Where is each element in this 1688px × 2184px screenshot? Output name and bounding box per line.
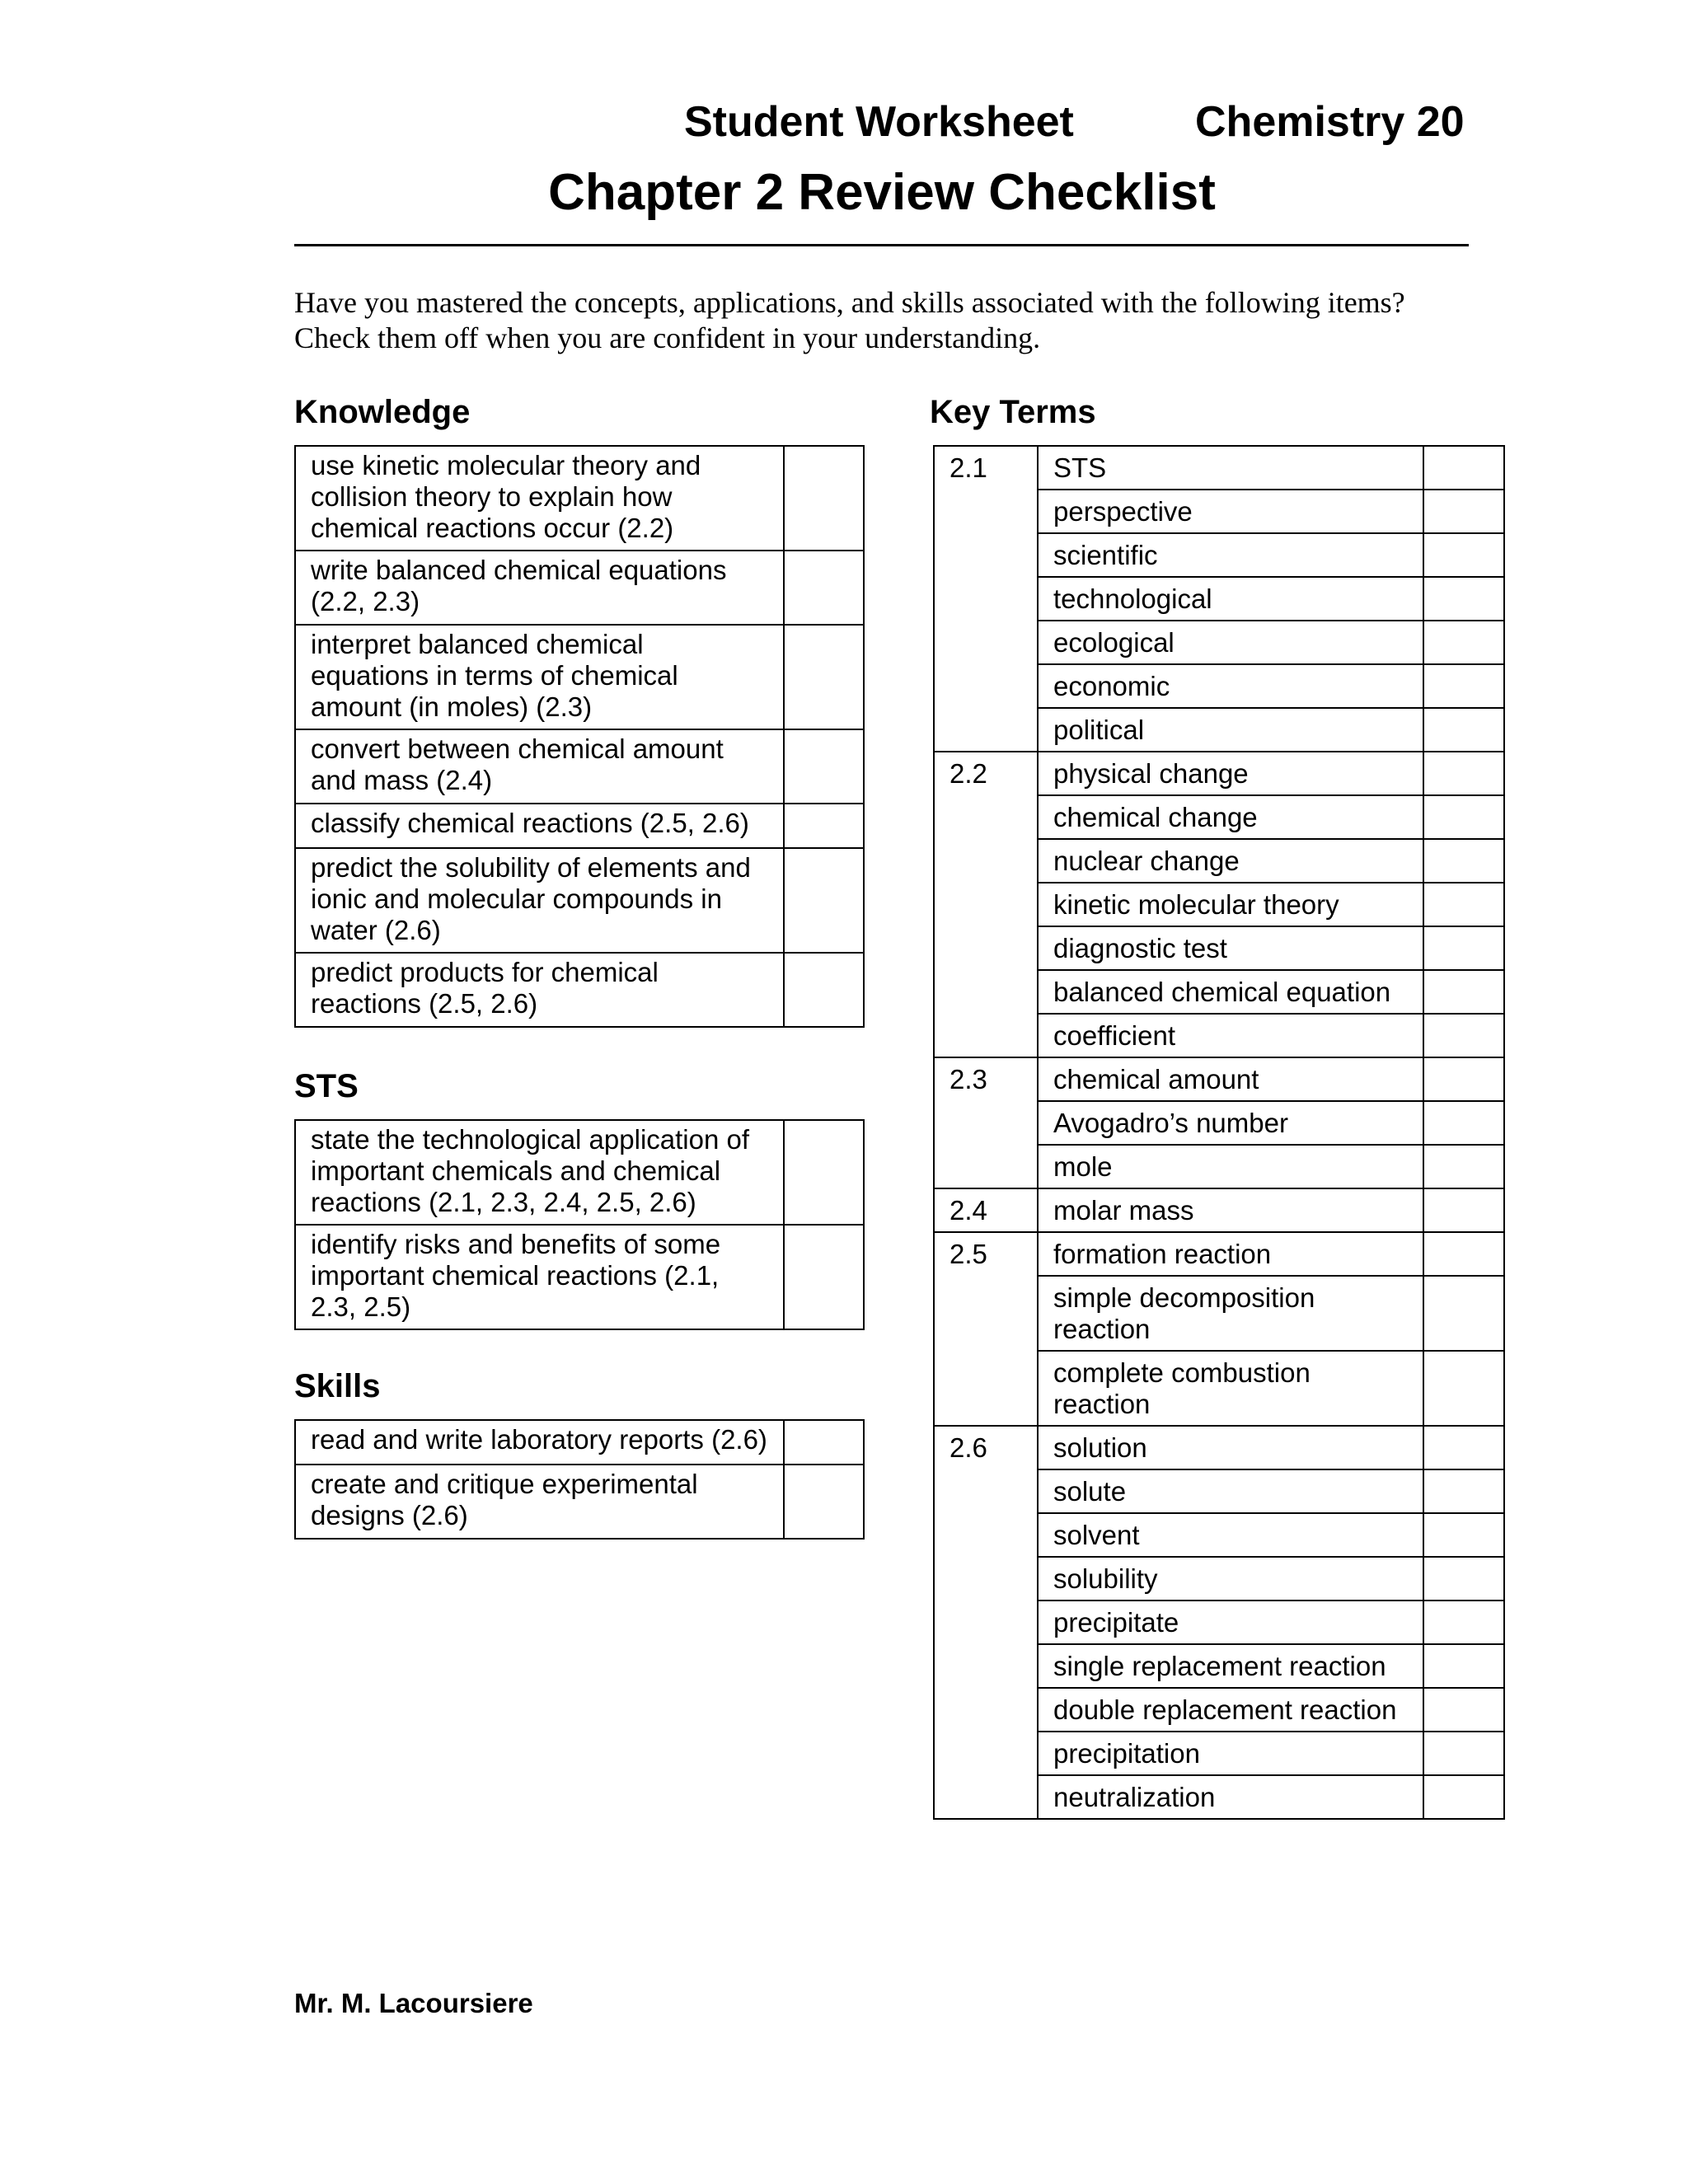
- key-term-row: [934, 1188, 1504, 1232]
- knowledge-heading: Knowledge: [294, 394, 471, 430]
- sts-row: [295, 1225, 864, 1329]
- key-term: single replacement reaction: [1038, 1644, 1423, 1688]
- key-term: nuclear change: [1038, 839, 1423, 883]
- check-box[interactable]: [1423, 577, 1504, 621]
- key-term: solubility: [1038, 1557, 1423, 1601]
- check-box[interactable]: [1423, 926, 1504, 970]
- check-box[interactable]: [784, 729, 864, 804]
- knowledge-item-text: convert between chemical amount and mass (2.4): [295, 729, 784, 804]
- knowledge-row: [295, 551, 864, 625]
- key-terms-table: [933, 445, 1505, 1820]
- check-box[interactable]: [1423, 446, 1504, 490]
- check-box[interactable]: [784, 953, 864, 1027]
- check-box[interactable]: [1423, 1688, 1504, 1732]
- key-term: double replacement reaction: [1038, 1688, 1423, 1732]
- check-box[interactable]: [784, 1465, 864, 1539]
- title-divider: [294, 244, 1469, 246]
- skills-row: [295, 1420, 864, 1465]
- section-number: 2.2: [934, 752, 1038, 1057]
- skills-item-text: read and write laboratory reports (2.6): [295, 1420, 784, 1465]
- check-box[interactable]: [1423, 1232, 1504, 1276]
- check-box[interactable]: [784, 848, 864, 953]
- key-term: simple decomposition reaction: [1038, 1276, 1423, 1351]
- key-term: molar mass: [1038, 1188, 1423, 1232]
- key-term: solution: [1038, 1426, 1423, 1469]
- knowledge-row: [295, 625, 864, 729]
- key-terms-heading: Key Terms: [930, 394, 1096, 430]
- key-term: neutralization: [1038, 1775, 1423, 1819]
- check-box[interactable]: [784, 1225, 864, 1329]
- knowledge-item-text: interpret balanced chemical equations in terms of chemical amount (in moles) (2.3): [295, 625, 784, 729]
- knowledge-row: [295, 848, 864, 953]
- worksheet-label: Student Worksheet: [684, 98, 1074, 146]
- check-box[interactable]: [1423, 1351, 1504, 1426]
- key-term-row: [934, 1057, 1504, 1101]
- knowledge-item-text: predict the solubility of elements and ionic and molecular compounds in water (2.6): [295, 848, 784, 953]
- key-term-row: [934, 752, 1504, 795]
- intro-text: [294, 285, 1531, 356]
- skills-row: [295, 1465, 864, 1539]
- key-term: perspective: [1038, 490, 1423, 533]
- key-term: solvent: [1038, 1513, 1423, 1557]
- check-box[interactable]: [1423, 1732, 1504, 1775]
- key-term: Avogadro’s number: [1038, 1101, 1423, 1145]
- section-number: 2.3: [934, 1057, 1038, 1188]
- check-box[interactable]: [1423, 795, 1504, 839]
- check-box[interactable]: [1423, 883, 1504, 926]
- check-box[interactable]: [1423, 1057, 1504, 1101]
- check-box[interactable]: [784, 1120, 864, 1225]
- skills-item-text: create and critique experimental designs (2.6): [295, 1465, 784, 1539]
- check-box[interactable]: [1423, 1601, 1504, 1644]
- check-box[interactable]: [1423, 1145, 1504, 1188]
- knowledge-item-text: predict products for chemical reactions (2.5, 2.6): [295, 953, 784, 1027]
- intro-line-2: Check them off when you are confident in your understanding.: [294, 321, 1041, 354]
- check-box[interactable]: [1423, 1644, 1504, 1688]
- check-box[interactable]: [784, 446, 864, 551]
- check-box[interactable]: [1423, 1188, 1504, 1232]
- check-box[interactable]: [784, 625, 864, 729]
- check-box[interactable]: [784, 551, 864, 625]
- key-term: political: [1038, 708, 1423, 752]
- key-term: economic: [1038, 664, 1423, 708]
- check-box[interactable]: [1423, 1775, 1504, 1819]
- key-term: chemical change: [1038, 795, 1423, 839]
- sts-row: [295, 1120, 864, 1225]
- key-term: technological: [1038, 577, 1423, 621]
- knowledge-row: [295, 729, 864, 804]
- check-box[interactable]: [1423, 1557, 1504, 1601]
- check-box[interactable]: [1423, 1426, 1504, 1469]
- key-term: diagnostic test: [1038, 926, 1423, 970]
- page-title: Chapter 2 Review Checklist: [548, 164, 1216, 221]
- sts-item-text: state the technological application of important chemicals and chemical reactions (2.1, 2.3, 2.4, 2.5, 2.6): [295, 1120, 784, 1225]
- knowledge-item-text: write balanced chemical equations (2.2, 2.3): [295, 551, 784, 625]
- key-term: kinetic molecular theory: [1038, 883, 1423, 926]
- key-term-row: [934, 446, 1504, 490]
- sts-table: [294, 1119, 865, 1330]
- key-term: ecological: [1038, 621, 1423, 664]
- key-term-row: [934, 1426, 1504, 1469]
- intro-line-1: Have you mastered the concepts, applications, and skills associated with the following items?: [294, 286, 1405, 319]
- check-box[interactable]: [1423, 1469, 1504, 1513]
- check-box[interactable]: [1423, 664, 1504, 708]
- check-box[interactable]: [1423, 1014, 1504, 1057]
- key-term: formation reaction: [1038, 1232, 1423, 1276]
- key-term: coefficient: [1038, 1014, 1423, 1057]
- section-number: 2.1: [934, 446, 1038, 752]
- knowledge-row: [295, 953, 864, 1027]
- section-number: 2.5: [934, 1232, 1038, 1426]
- check-box[interactable]: [1423, 533, 1504, 577]
- key-term: complete combustion reaction: [1038, 1351, 1423, 1426]
- key-term: balanced chemical equation: [1038, 970, 1423, 1014]
- check-box[interactable]: [784, 804, 864, 848]
- key-term-row: [934, 1232, 1504, 1276]
- skills-table: [294, 1419, 865, 1540]
- key-term: physical change: [1038, 752, 1423, 795]
- key-term: scientific: [1038, 533, 1423, 577]
- section-number: 2.4: [934, 1188, 1038, 1232]
- author-name: Mr. M. Lacoursiere: [294, 1988, 533, 2018]
- section-number: 2.6: [934, 1426, 1038, 1819]
- key-term: solute: [1038, 1469, 1423, 1513]
- check-box[interactable]: [1423, 970, 1504, 1014]
- sts-heading: STS: [294, 1068, 359, 1104]
- check-box[interactable]: [1423, 1276, 1504, 1351]
- course-label: Chemistry 20: [1195, 98, 1465, 146]
- key-term: precipitate: [1038, 1601, 1423, 1644]
- check-box[interactable]: [1423, 708, 1504, 752]
- knowledge-item-text: use kinetic molecular theory and collision theory to explain how chemical reactions occur (2.2): [295, 446, 784, 551]
- check-box[interactable]: [1423, 1513, 1504, 1557]
- check-box[interactable]: [1423, 490, 1504, 533]
- key-term: precipitation: [1038, 1732, 1423, 1775]
- key-term: chemical amount: [1038, 1057, 1423, 1101]
- check-box[interactable]: [1423, 839, 1504, 883]
- knowledge-item-text: classify chemical reactions (2.5, 2.6): [295, 804, 784, 848]
- key-term: STS: [1038, 446, 1423, 490]
- knowledge-row: [295, 804, 864, 848]
- knowledge-row: [295, 446, 864, 551]
- check-box[interactable]: [784, 1420, 864, 1465]
- key-term: mole: [1038, 1145, 1423, 1188]
- check-box[interactable]: [1423, 621, 1504, 664]
- skills-heading: Skills: [294, 1368, 381, 1404]
- check-box[interactable]: [1423, 1101, 1504, 1145]
- knowledge-table: [294, 445, 865, 1028]
- sts-item-text: identify risks and benefits of some important chemical reactions (2.1, 2.3, 2.5): [295, 1225, 784, 1329]
- check-box[interactable]: [1423, 752, 1504, 795]
